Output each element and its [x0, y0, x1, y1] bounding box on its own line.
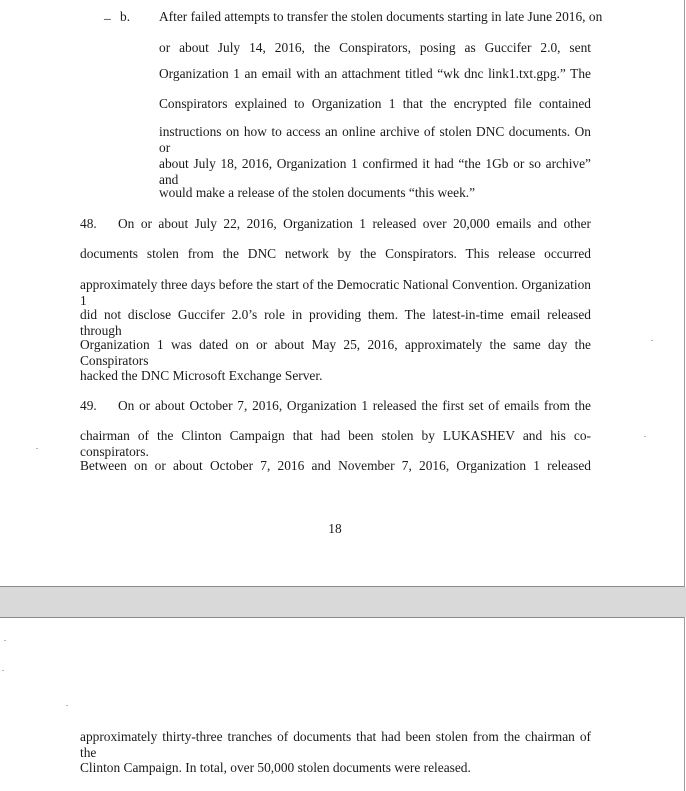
paragraph-48-line-4: did not disclose Guccifer 2.0’s role in providing them. The latest-in-time email released through — [80, 307, 591, 338]
paragraph-48-line-3: approximately three days before the start of the Democratic National Convention. Organization 1 — [80, 277, 591, 308]
item-b-line-1: After failed attempts to transfer the stolen documents starting in late June 2016, on — [159, 9, 603, 24]
page-separator — [0, 587, 686, 617]
paragraph-49-line-1: On or about October 7, 2016, Organization 1 released the first set of emails from the — [118, 398, 591, 413]
scan-speck — [66, 705, 68, 706]
page-number: 18 — [328, 521, 342, 536]
scan-speck — [4, 640, 6, 641]
continuation-line-2: Clinton Campaign. In total, over 50,000 stolen documents were released. — [80, 760, 471, 775]
item-b-label: b. — [120, 9, 131, 24]
document-page-19 — [0, 617, 685, 791]
continuation-line-1: approximately thirty-three tranches of documents that had been stolen from the chairman of the — [80, 729, 591, 760]
item-b-line-5: instructions on how to access an online archive of stolen DNC documents. On or — [159, 124, 591, 155]
paragraph-48-line-6: hacked the DNC Microsoft Exchange Server. — [80, 368, 323, 383]
paragraph-48-line-1: On or about July 22, 2016, Organization 1 released over 20,000 emails and other — [118, 216, 591, 231]
scan-speck — [36, 448, 38, 449]
paragraph-48-number: 48. — [80, 216, 97, 231]
paragraph-49-line-2: chairman of the Clinton Campaign that had been stolen by LUKASHEV and his co-conspirators. — [80, 428, 591, 459]
scan-speck — [651, 340, 653, 341]
paragraph-48-line-5: Organization 1 was dated on or about May 25, 2016, approximately the same day the Conspirators — [80, 337, 591, 368]
item-b-line-4: Conspirators explained to Organization 1 that the encrypted file contained — [159, 96, 591, 111]
scan-mark: _ — [104, 6, 111, 21]
scan-speck — [644, 436, 646, 437]
item-b-line-6: about July 18, 2016, Organization 1 confirmed it had “the 1Gb or so archive” and — [159, 156, 591, 187]
item-b-line-7: would make a release of the stolen documents “this week.” — [159, 185, 476, 200]
paragraph-49-line-3: Between on or about October 7, 2016 and November 7, 2016, Organization 1 released — [80, 458, 591, 473]
paragraph-48-line-2: documents stolen from the DNC network by the Conspirators. This release occurred — [80, 246, 591, 261]
paragraph-49-number: 49. — [80, 398, 97, 413]
item-b-line-3: Organization 1 an email with an attachment titled “wk dnc link1.txt.gpg.” The — [159, 66, 591, 81]
scan-speck — [2, 670, 4, 671]
item-b-line-2: or about July 14, 2016, the Conspirators, posing as Guccifer 2.0, sent — [159, 40, 591, 55]
